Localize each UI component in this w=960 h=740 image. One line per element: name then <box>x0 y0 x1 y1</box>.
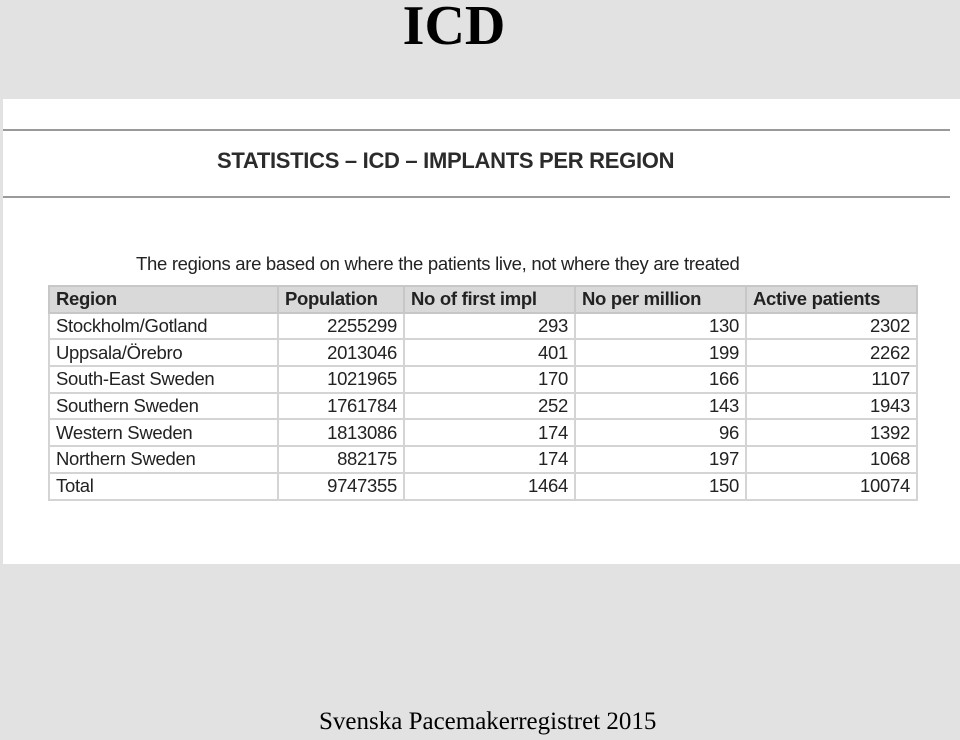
cell-active-patients: 2262 <box>746 339 917 366</box>
cell-first-implants: 401 <box>404 339 575 366</box>
cell-per-million: 199 <box>575 339 746 366</box>
table-header-row <box>49 286 917 313</box>
cell-active-patients: 1107 <box>746 366 917 393</box>
cell-population: 1813086 <box>278 419 404 446</box>
header-active-patients: Active patients <box>746 286 917 313</box>
table-row <box>49 339 917 366</box>
cell-first-implants: 252 <box>404 393 575 420</box>
slide-title: ICD <box>402 0 506 57</box>
cell-population: 1761784 <box>278 393 404 420</box>
cell-first-implants: 174 <box>404 446 575 473</box>
cell-region: Uppsala/Örebro <box>49 339 278 366</box>
cell-first-implants: 170 <box>404 366 575 393</box>
table-row <box>49 313 917 340</box>
cell-region: Stockholm/Gotland <box>49 313 278 340</box>
table-row <box>49 393 917 420</box>
table-row <box>49 419 917 446</box>
cell-per-million: 143 <box>575 393 746 420</box>
header-first-implants: No of first impl <box>404 286 575 313</box>
top-divider <box>3 129 950 131</box>
cell-population: 2013046 <box>278 339 404 366</box>
cell-population: 882175 <box>278 446 404 473</box>
header-per-million: No per million <box>575 286 746 313</box>
cell-first-implants: 174 <box>404 419 575 446</box>
statistics-image-panel <box>3 99 960 564</box>
header-region: Region <box>49 286 278 313</box>
regions-note: The regions are based on where the patients live, not where they are treated <box>136 253 740 274</box>
cell-active-patients: 10074 <box>746 473 917 500</box>
header-population: Population <box>278 286 404 313</box>
table-total-row <box>49 473 917 500</box>
cell-per-million: 150 <box>575 473 746 500</box>
cell-active-patients: 1068 <box>746 446 917 473</box>
cell-population: 2255299 <box>278 313 404 340</box>
cell-region: Total <box>49 473 278 500</box>
cell-active-patients: 1392 <box>746 419 917 446</box>
cell-region: South-East Sweden <box>49 366 278 393</box>
cell-region: Northern Sweden <box>49 446 278 473</box>
footer-text: Svenska Pacemakerregistret 2015 <box>319 708 657 735</box>
table-row <box>49 446 917 473</box>
cell-population: 1021965 <box>278 366 404 393</box>
cell-per-million: 166 <box>575 366 746 393</box>
table-row <box>49 366 917 393</box>
bottom-divider <box>3 196 950 198</box>
statistics-heading: STATISTICS – ICD – IMPLANTS PER REGION <box>217 148 675 173</box>
cell-active-patients: 1943 <box>746 393 917 420</box>
cell-per-million: 130 <box>575 313 746 340</box>
implants-per-region-table <box>48 285 918 501</box>
cell-population: 9747355 <box>278 473 404 500</box>
cell-per-million: 197 <box>575 446 746 473</box>
cell-region: Western Sweden <box>49 419 278 446</box>
cell-region: Southern Sweden <box>49 393 278 420</box>
cell-active-patients: 2302 <box>746 313 917 340</box>
cell-first-implants: 293 <box>404 313 575 340</box>
cell-per-million: 96 <box>575 419 746 446</box>
cell-first-implants: 1464 <box>404 473 575 500</box>
